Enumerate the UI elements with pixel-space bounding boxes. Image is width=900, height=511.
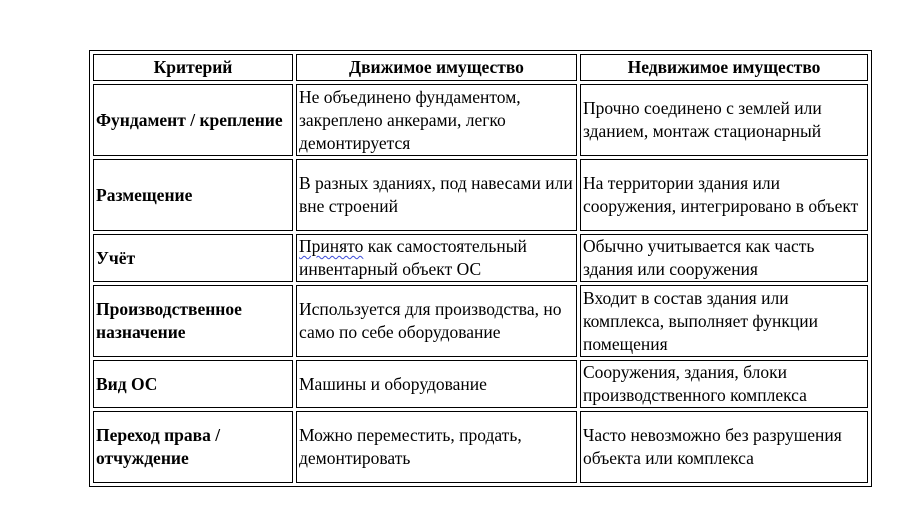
- movable-cell: Можно переместить, продать, демонтировать: [296, 411, 577, 483]
- comparison-table: [89, 50, 872, 487]
- immovable-cell: Прочно соединено с землей или зданием, монтаж стационарный: [580, 84, 868, 156]
- table-row: [93, 234, 868, 282]
- table-row: [93, 84, 868, 156]
- table-row: [93, 285, 868, 357]
- immovable-cell: На территории здания или сооружения, интегрировано в объект: [580, 159, 868, 231]
- movable-cell: Не объединено фундаментом, закреплено анкерами, легко демонтируется: [296, 84, 577, 156]
- movable-cell: [296, 234, 577, 282]
- movable-cell-text: как самостоятельный инвентарный объект ОС: [299, 236, 527, 279]
- criterion-cell: Размещение: [93, 159, 293, 231]
- criterion-cell: Фундамент / крепление: [93, 84, 293, 156]
- table-row: [93, 159, 868, 231]
- criterion-cell: Переход права / отчуждение: [93, 411, 293, 483]
- immovable-cell: Входит в состав здания или комплекса, выполняет функции помещения: [580, 285, 868, 357]
- immovable-cell: Обычно учитывается как часть здания или сооружения: [580, 234, 868, 282]
- header-row: [93, 54, 868, 81]
- criterion-cell: Учёт: [93, 234, 293, 282]
- header-movable: Движимое имущество: [296, 54, 577, 81]
- spellcheck-word: Принято: [299, 236, 364, 256]
- header-immovable: Недвижимое имущество: [580, 54, 868, 81]
- immovable-cell: Часто невозможно без разрушения объекта или комплекса: [580, 411, 868, 483]
- table-row: [93, 360, 868, 408]
- immovable-cell: Сооружения, здания, блоки производственного комплекса: [580, 360, 868, 408]
- movable-cell: Используется для производства, но само по себе оборудование: [296, 285, 577, 357]
- table-row: [93, 411, 868, 483]
- header-criterion: Критерий: [93, 54, 293, 81]
- movable-cell: Машины и оборудование: [296, 360, 577, 408]
- criterion-cell: Вид ОС: [93, 360, 293, 408]
- movable-cell: В разных зданиях, под навесами или вне строений: [296, 159, 577, 231]
- criterion-cell: Производственное назначение: [93, 285, 293, 357]
